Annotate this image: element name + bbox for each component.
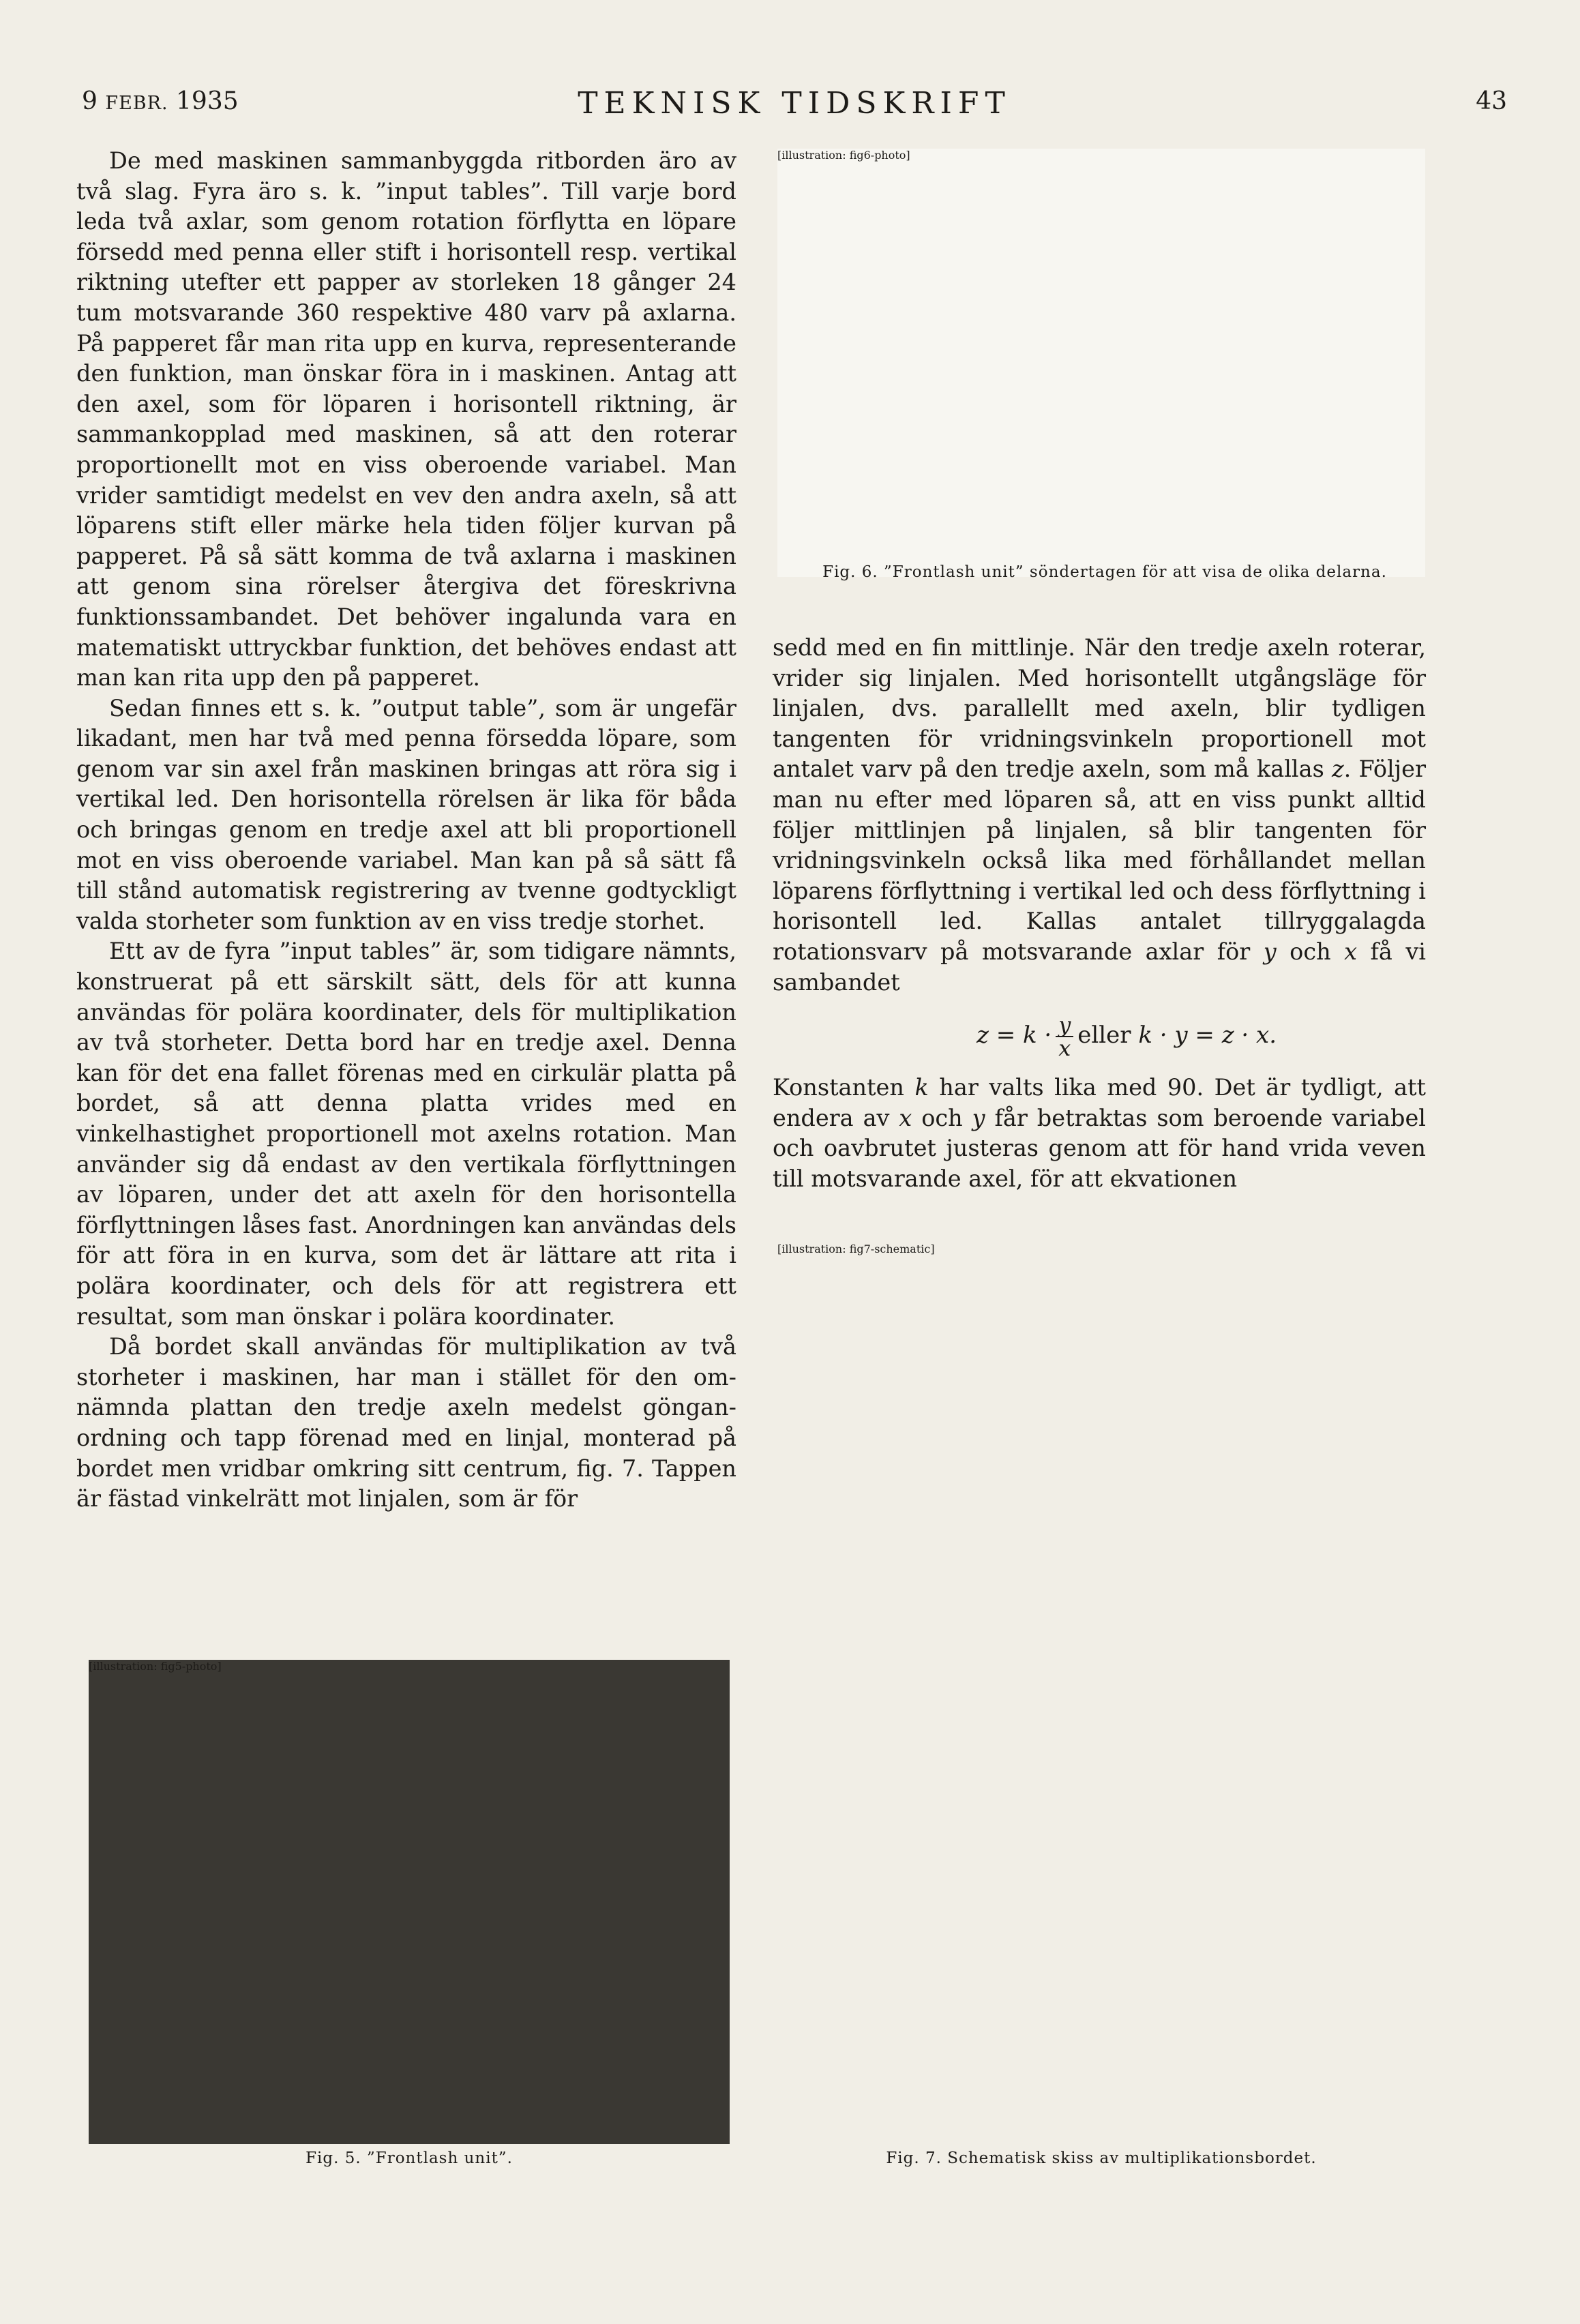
- page-number: 43: [1476, 87, 1507, 115]
- fig7-schematic: [illustration: fig7-schematic]: [777, 1242, 935, 1255]
- paragraph-constant: Konstanten k har valts lika med 90. Det är tydligt, att endera av x och y får betraktas som beroende variabel och oavbrutet justeras genom att för hand vrida veven till motsvarande axel, för att ekvationen: [773, 1074, 1427, 1192]
- right-column: [773, 633, 1426, 1195]
- date-year: 1935: [176, 87, 239, 115]
- paragraph-input-tables: De med maskinen sammanbyggda ritborden äro av två slag. Fyra äro s. k. ”input tables”. Till varje bord leda två axlar, som genom rotation förflytta en löpare försedd med penna eller stift i horisontell resp. vertikal riktning utefter ett papper av storleken 18 gånger 24 tum motsvarande 360 respektive 480 varv på axlarna. På papperet får man rita upp en kurva, representerande den funktion, man önskar föra in i maskinen. Antag att den axel, som för löparen i horisontell riktning, är sammankopplad med maskinen, så att den roterar proportionellt mot en viss oberoende variabel. Man vrider samtidigt medelst en vev den andra axeln, så att löparens stift eller märke hela tiden följer kurvan på papperet. På så sätt komma de två axlarna i maskinen att genom sina rörelser återgiva det föreskrivna funktionssambandet. Det behöver ingalunda vara en matematiskt uttryckbar funktion, det behöves endast att man kan rita upp den på papperet.: [76, 147, 736, 691]
- date-month: FEBR.: [105, 93, 168, 114]
- paragraph-output-table: Sedan finnes ett s. k. ”output table”, som är ungefär likadant, men har två med penna försedda löpare, som genom var sin axel från maskinen bringas att röra sig i vertikal led. Den horisontella rörelsen är lika för båda och bringas genom en tredje axel att bli proportionell mot en viss oberoende variabel. Man kan på så sätt få till stånd automatisk registrering av tvenne godtyckligt valda storheter som funktion av en viss tredje storhet.: [76, 694, 736, 934]
- paragraph-polar-table: Ett av de fyra ”input tables” är, som tidigare nämnts, konstruerat på ett särskilt sätt, dels för att kunna användas för polära koordinater, dels för multiplikation av två storheter. Detta bord har en tredje axel. Denna kan för det ena fallet förenas med en cirkulär platta på bordet, så att denna platta vrides med en vinkelhastighet proportionell mot axelns rotation. Man använder sig då endast av den vertikala förflyttningen av löparen, under det att axeln för den horisontella förflyttningen låses fast. Anordningen kan användas dels för att föra in en kurva, som det är lättare att rita i polära koordinater, och dels för att registrera ett resultat, som man önskar i polära koordinater.: [76, 938, 736, 1330]
- date-day: 9: [82, 87, 98, 115]
- fig5-caption: Fig. 5. ”Frontlash unit”.: [305, 2149, 513, 2167]
- fig5-photo: [illustration: fig5-photo]: [89, 1660, 730, 2144]
- fig6-photo: [illustration: fig6-photo]: [777, 149, 1425, 577]
- paragraph-multiplication: Då bordet skall användas för multiplikation av två storheter i maskinen, har man i stället för den omnämnda plattan den tredje axeln medelst gönganordning och tapp förenad med en linjal, monterad på bordet men vridbar omkring sitt centrum, fig. 7. Tappen är fästad vinkelrätt mot linjalen, som är för: [76, 1333, 736, 1513]
- left-column: [76, 146, 736, 1515]
- running-head: [82, 87, 1507, 128]
- fig6-caption: Fig. 6. ”Frontlash unit” söndertagen för att visa de olika delarna.: [822, 563, 1387, 581]
- journal-title: TEKNISK TIDSKRIFT: [578, 86, 1011, 121]
- fig7-caption: Fig. 7. Schematisk skiss av multiplikationsbordet.: [886, 2149, 1317, 2167]
- paragraph-ruler: sedd med en fin mittlinje. När den tredje axeln roterar, vrider sig linjalen. Med horisontellt utgångsläge för linjalen, dvs. parallellt med axeln, blir tydligen tangenten för vridningsvinkeln proportionell mot antalet varv på den tredje axeln, som må kallas z. Följer man nu efter med löparen så, att en viss punkt alltid följer mittlinjen på linjalen, så blir tangenten för vridningsvinkeln också lika med förhållandet mellan löparens förflyttning i vertikal led och dess förflyttning i horisontell led. Kallas antalet tillryggalagda rotationsvarv på motsvarande axlar för y och x få vi sambandet: [773, 634, 1427, 996]
- equation: z = k · $\frac{y}{x}$ eller k · y = z · x.: [976, 1012, 1277, 1062]
